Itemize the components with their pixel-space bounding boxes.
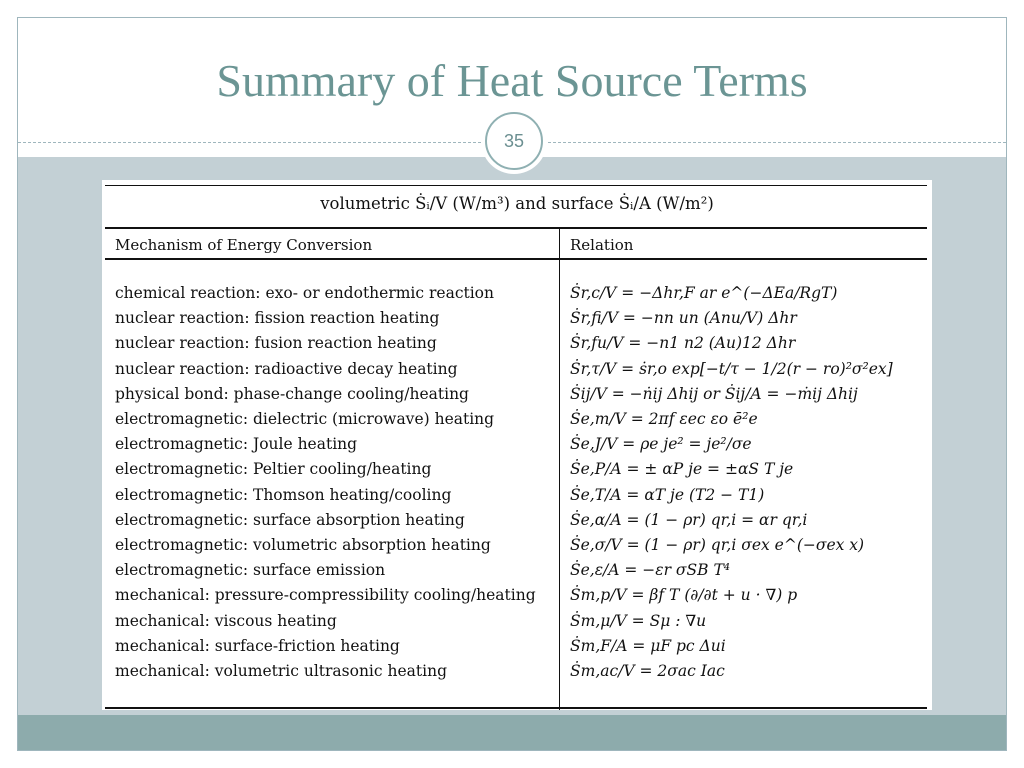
row-mechanism: chemical reaction: exo- or endothermic reaction <box>115 284 495 302</box>
row-mechanism: mechanical: viscous heating <box>115 611 337 630</box>
row-mechanism: electromagnetic: Peltier cooling/heating <box>115 460 432 479</box>
table-top-rule <box>105 185 927 186</box>
row-relation: Ṡe,σ/V = (1 − ρr) qr,i σex e^(−σex x) <box>570 536 865 554</box>
row-relation: Ṡij/V = −ṅij Δhij or Ṡij/A = −ṁij Δhij <box>570 384 858 403</box>
row-relation: Ṡr,c/V = −Δhr,F ar e^(−ΔEa/RgT) <box>570 284 838 302</box>
footer-bar <box>18 715 1006 750</box>
caption-rule <box>105 227 927 229</box>
row-mechanism: mechanical: pressure-compressibility cooling/heating <box>115 586 536 605</box>
row-relation: Ṡe,T/A = αT je (T2 − T1) <box>570 485 765 504</box>
row-mechanism: nuclear reaction: fusion reaction heating <box>115 334 437 353</box>
heat-source-table <box>102 180 932 710</box>
row-relation: Ṡe,P/A = ± αP je = ±αS T je <box>570 460 794 479</box>
row-relation: Ṡe,ε/A = −εr σSB T⁴ <box>570 561 731 580</box>
row-mechanism: electromagnetic: surface absorption heating <box>115 510 465 529</box>
row-relation: Ṡr,τ/V = ṡr,o exp[−t/τ − 1/2(r − ro)²σ²ex] <box>570 359 893 378</box>
column-divider <box>559 228 560 710</box>
row-mechanism: electromagnetic: volumetric absorption heating <box>115 536 491 554</box>
header-relation: Relation <box>570 236 634 254</box>
row-mechanism: mechanical: volumetric ultrasonic heating <box>115 662 447 680</box>
row-mechanism: physical bond: phase-change cooling/heating <box>115 384 469 403</box>
row-relation: Ṡe,m/V = 2πf εec εo ē²e <box>570 410 758 428</box>
row-mechanism: electromagnetic: Thomson heating/cooling <box>115 485 452 504</box>
table-caption: volumetric Ṡᵢ/V (W/m³) and surface Ṡᵢ/A (W/m²) <box>320 194 714 213</box>
row-mechanism: mechanical: surface-friction heating <box>115 636 400 655</box>
row-mechanism: electromagnetic: dielectric (microwave) heating <box>115 410 495 428</box>
page-number-badge: 35 <box>485 112 543 170</box>
row-relation: Ṡm,μ/V = Sμ : ∇u <box>570 611 707 630</box>
slide-title: Summary of Heat Source Terms <box>216 55 808 106</box>
row-mechanism: electromagnetic: surface emission <box>115 561 386 580</box>
row-relation: Ṡr,fu/V = −n1 n2 (Au)12 Δhr <box>570 334 796 353</box>
table-bottom-rule <box>105 707 927 709</box>
header-mechanism: Mechanism of Energy Conversion <box>115 236 373 254</box>
row-relation: Ṡm,ac/V = 2σac Iac <box>570 662 725 680</box>
row-relation: Ṡr,fi/V = −nn un (Anu/V) Δhr <box>570 309 797 328</box>
row-relation: Ṡm,F/A = μF pc Δui <box>570 636 726 655</box>
row-mechanism: electromagnetic: Joule heating <box>115 435 358 454</box>
row-relation: Ṡe,J/V = ρe je² = je²/σe <box>570 435 752 454</box>
header-rule <box>105 258 927 260</box>
row-mechanism: nuclear reaction: radioactive decay heating <box>115 359 458 378</box>
row-relation: Ṡe,α/A = (1 − ρr) qr,i = αr qr,i <box>570 510 808 529</box>
row-relation: Ṡm,p/V = βf T (∂/∂t + u · ∇) p <box>570 586 798 605</box>
row-mechanism: nuclear reaction: fission reaction heating <box>115 309 440 328</box>
